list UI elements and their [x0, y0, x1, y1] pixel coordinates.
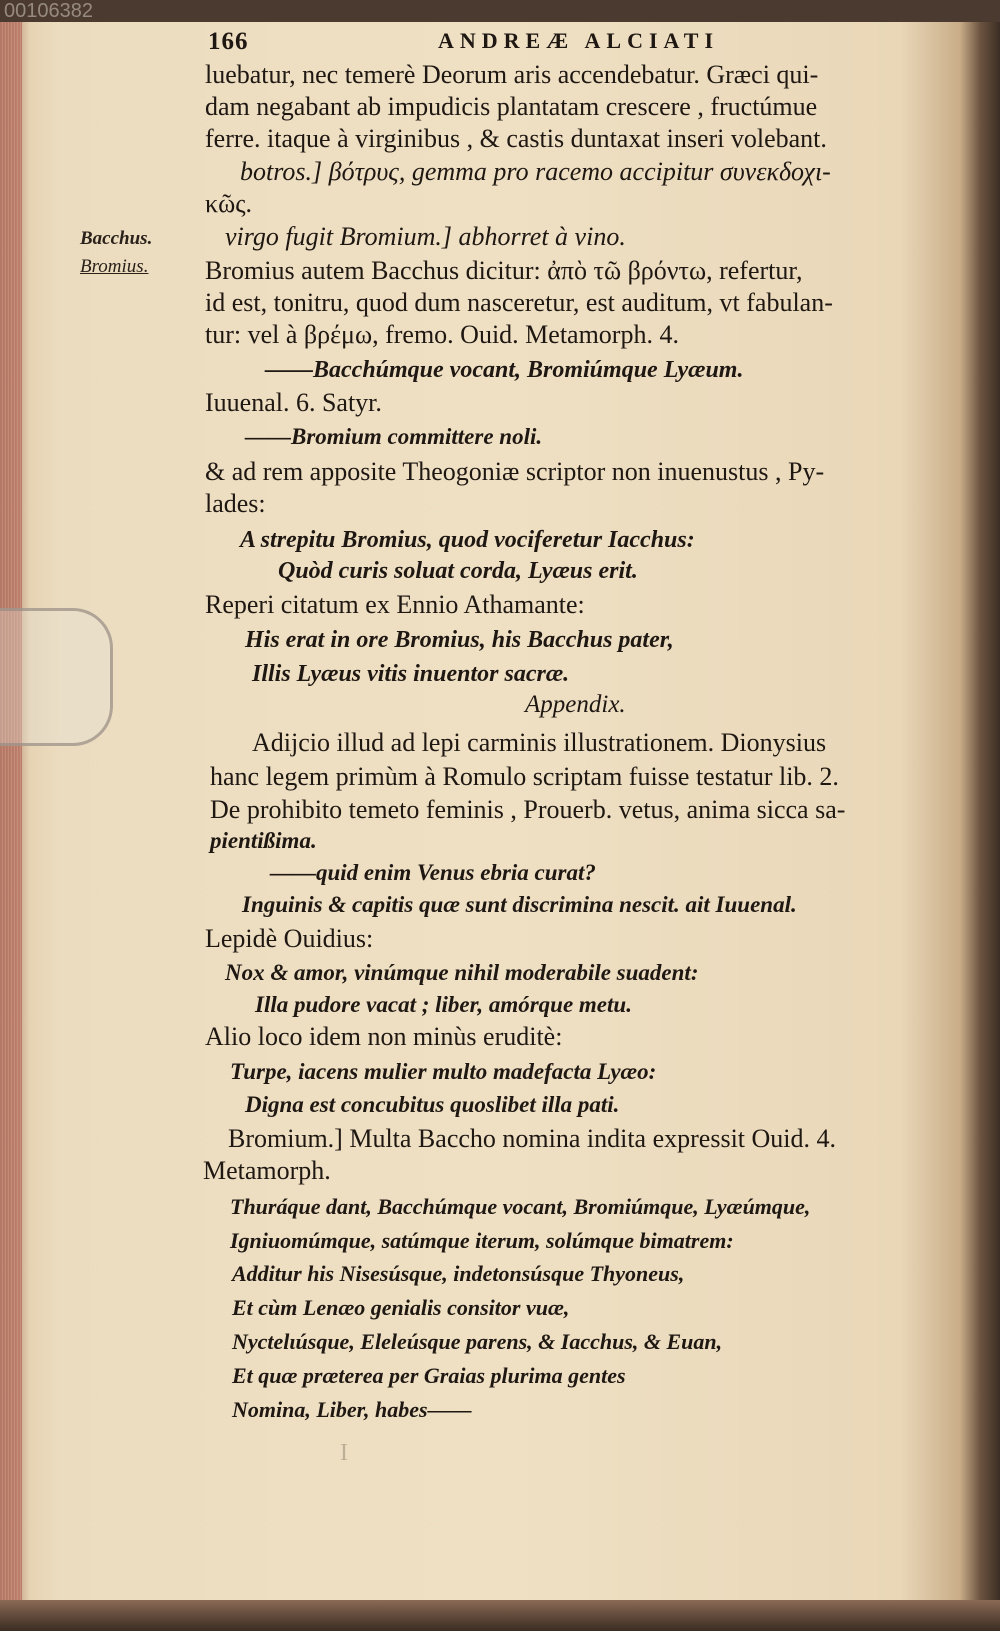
text-line: virgo fugit Bromium.] abhorret à vino.	[225, 222, 626, 251]
text-line: De prohibito temeto feminis , Prouerb. vetus, anima sicca sa-	[210, 795, 846, 824]
text-line: & ad rem apposite Theogoniæ scriptor non inuenustus , Py-	[205, 457, 825, 486]
text-line: luebatur, nec temerè Deorum aris accendebatur. Græci qui-	[205, 60, 819, 89]
verse-line: ——quid enim Venus ebria curat?	[270, 860, 596, 885]
text-line: Metamorph.	[203, 1156, 331, 1185]
verse-line: ——Bromium committere noli.	[245, 424, 543, 449]
text-line: Reperi citatum ex Ennio Athamante:	[205, 590, 585, 619]
verse-line: Turpe, iacens mulier multo madefacta Lyæo:	[230, 1059, 657, 1084]
text-line: Bromius autem Bacchus dicitur: ἀπὸ τῶ βρόντω, refertur,	[205, 256, 803, 285]
verse-line: Et quæ præterea per Graias plurima gentes	[232, 1363, 626, 1388]
text-line: κῶς.	[205, 189, 253, 218]
verse-line: Igniuomúmque, satúmque iterum, solúmque bimatrem:	[230, 1228, 734, 1253]
text-line: dam negabant ab impudicis plantatam crescere , fructúmue	[205, 92, 818, 121]
running-title: ANDREÆ ALCIATI	[438, 28, 720, 53]
verse-line: Thuráque dant, Bacchúmque vocant, Bromiúmque, Lyæúmque,	[230, 1194, 811, 1219]
verse-line: Inguinis & capitis quæ sunt discrimina nescit. ait Iuuenal.	[242, 892, 797, 917]
text-line: Bromium.] Multa Baccho nomina indita expressit Ouid. 4.	[228, 1124, 837, 1153]
verse-line: Additur his Nisesúsque, indetonsúsque Thyoneus,	[232, 1261, 685, 1286]
text-line: botros.] βότρυς, gemma pro racemo accipitur συνεκδοχι-	[240, 157, 831, 186]
text-line: lades:	[205, 489, 266, 518]
text-line: Iuuenal. 6. Satyr.	[205, 388, 382, 417]
verse-line: ——Bacchúmque vocant, Bromiúmque Lyæum.	[265, 357, 744, 383]
margin-note-bromius: Bromius.	[80, 256, 149, 277]
verse-line: Nox & amor, vinúmque nihil moderabile suadent:	[225, 960, 699, 985]
verse-line: Nyctelιúsque, Eleleúsque parens, & Iacchus, & Euan,	[232, 1329, 723, 1354]
verse-line: His erat in ore Bromius, his Bacchus pater,	[245, 627, 674, 653]
text-line: Adijcio illud ad lepi carminis illustrationem. Dionysius	[252, 728, 827, 757]
text-line: pientißima.	[210, 828, 317, 853]
text-line: Lepidè Ouidius:	[205, 924, 374, 953]
text-line: id est, tonitru, quod dum nasceretur, est auditum, vt fabulan-	[205, 288, 833, 317]
margin-note-bacchus: Bacchus.	[80, 228, 153, 249]
page-number: 166	[208, 28, 249, 55]
text-line: ferre. itaque à virginibus , & castis duntaxat inseri volebant.	[205, 124, 827, 153]
verse-line: Digna est concubitus quoslibet illa pati.	[245, 1092, 620, 1117]
text-line: Alio loco idem non minùs eruditè:	[205, 1022, 563, 1051]
verse-line: A strepitu Bromius, quod vociferetur Iacchus:	[240, 527, 695, 553]
verse-line: Quòd curis soluat corda, Lyæus erit.	[278, 558, 638, 584]
text-line: hanc legem primùm à Romulo scriptam fuisse testatur lib. 2.	[210, 762, 839, 791]
text-line: tur: vel à βρέμω, fremo. Ouid. Metamorph. 4.	[205, 320, 679, 349]
verse-line: Nomina, Liber, habes——	[232, 1397, 472, 1422]
verse-line: Illis Lyæus vitis inuentor sacræ.	[252, 661, 570, 687]
verse-line: Illa pudore vacat ; liber, amórque metu.	[255, 992, 632, 1017]
footer-mark: I	[340, 1440, 348, 1466]
verse-line: Et cùm Lenæo genialis consitor vuæ,	[232, 1295, 570, 1320]
scan-id: 00106382	[4, 0, 93, 22]
section-heading: Appendix.	[525, 691, 626, 718]
